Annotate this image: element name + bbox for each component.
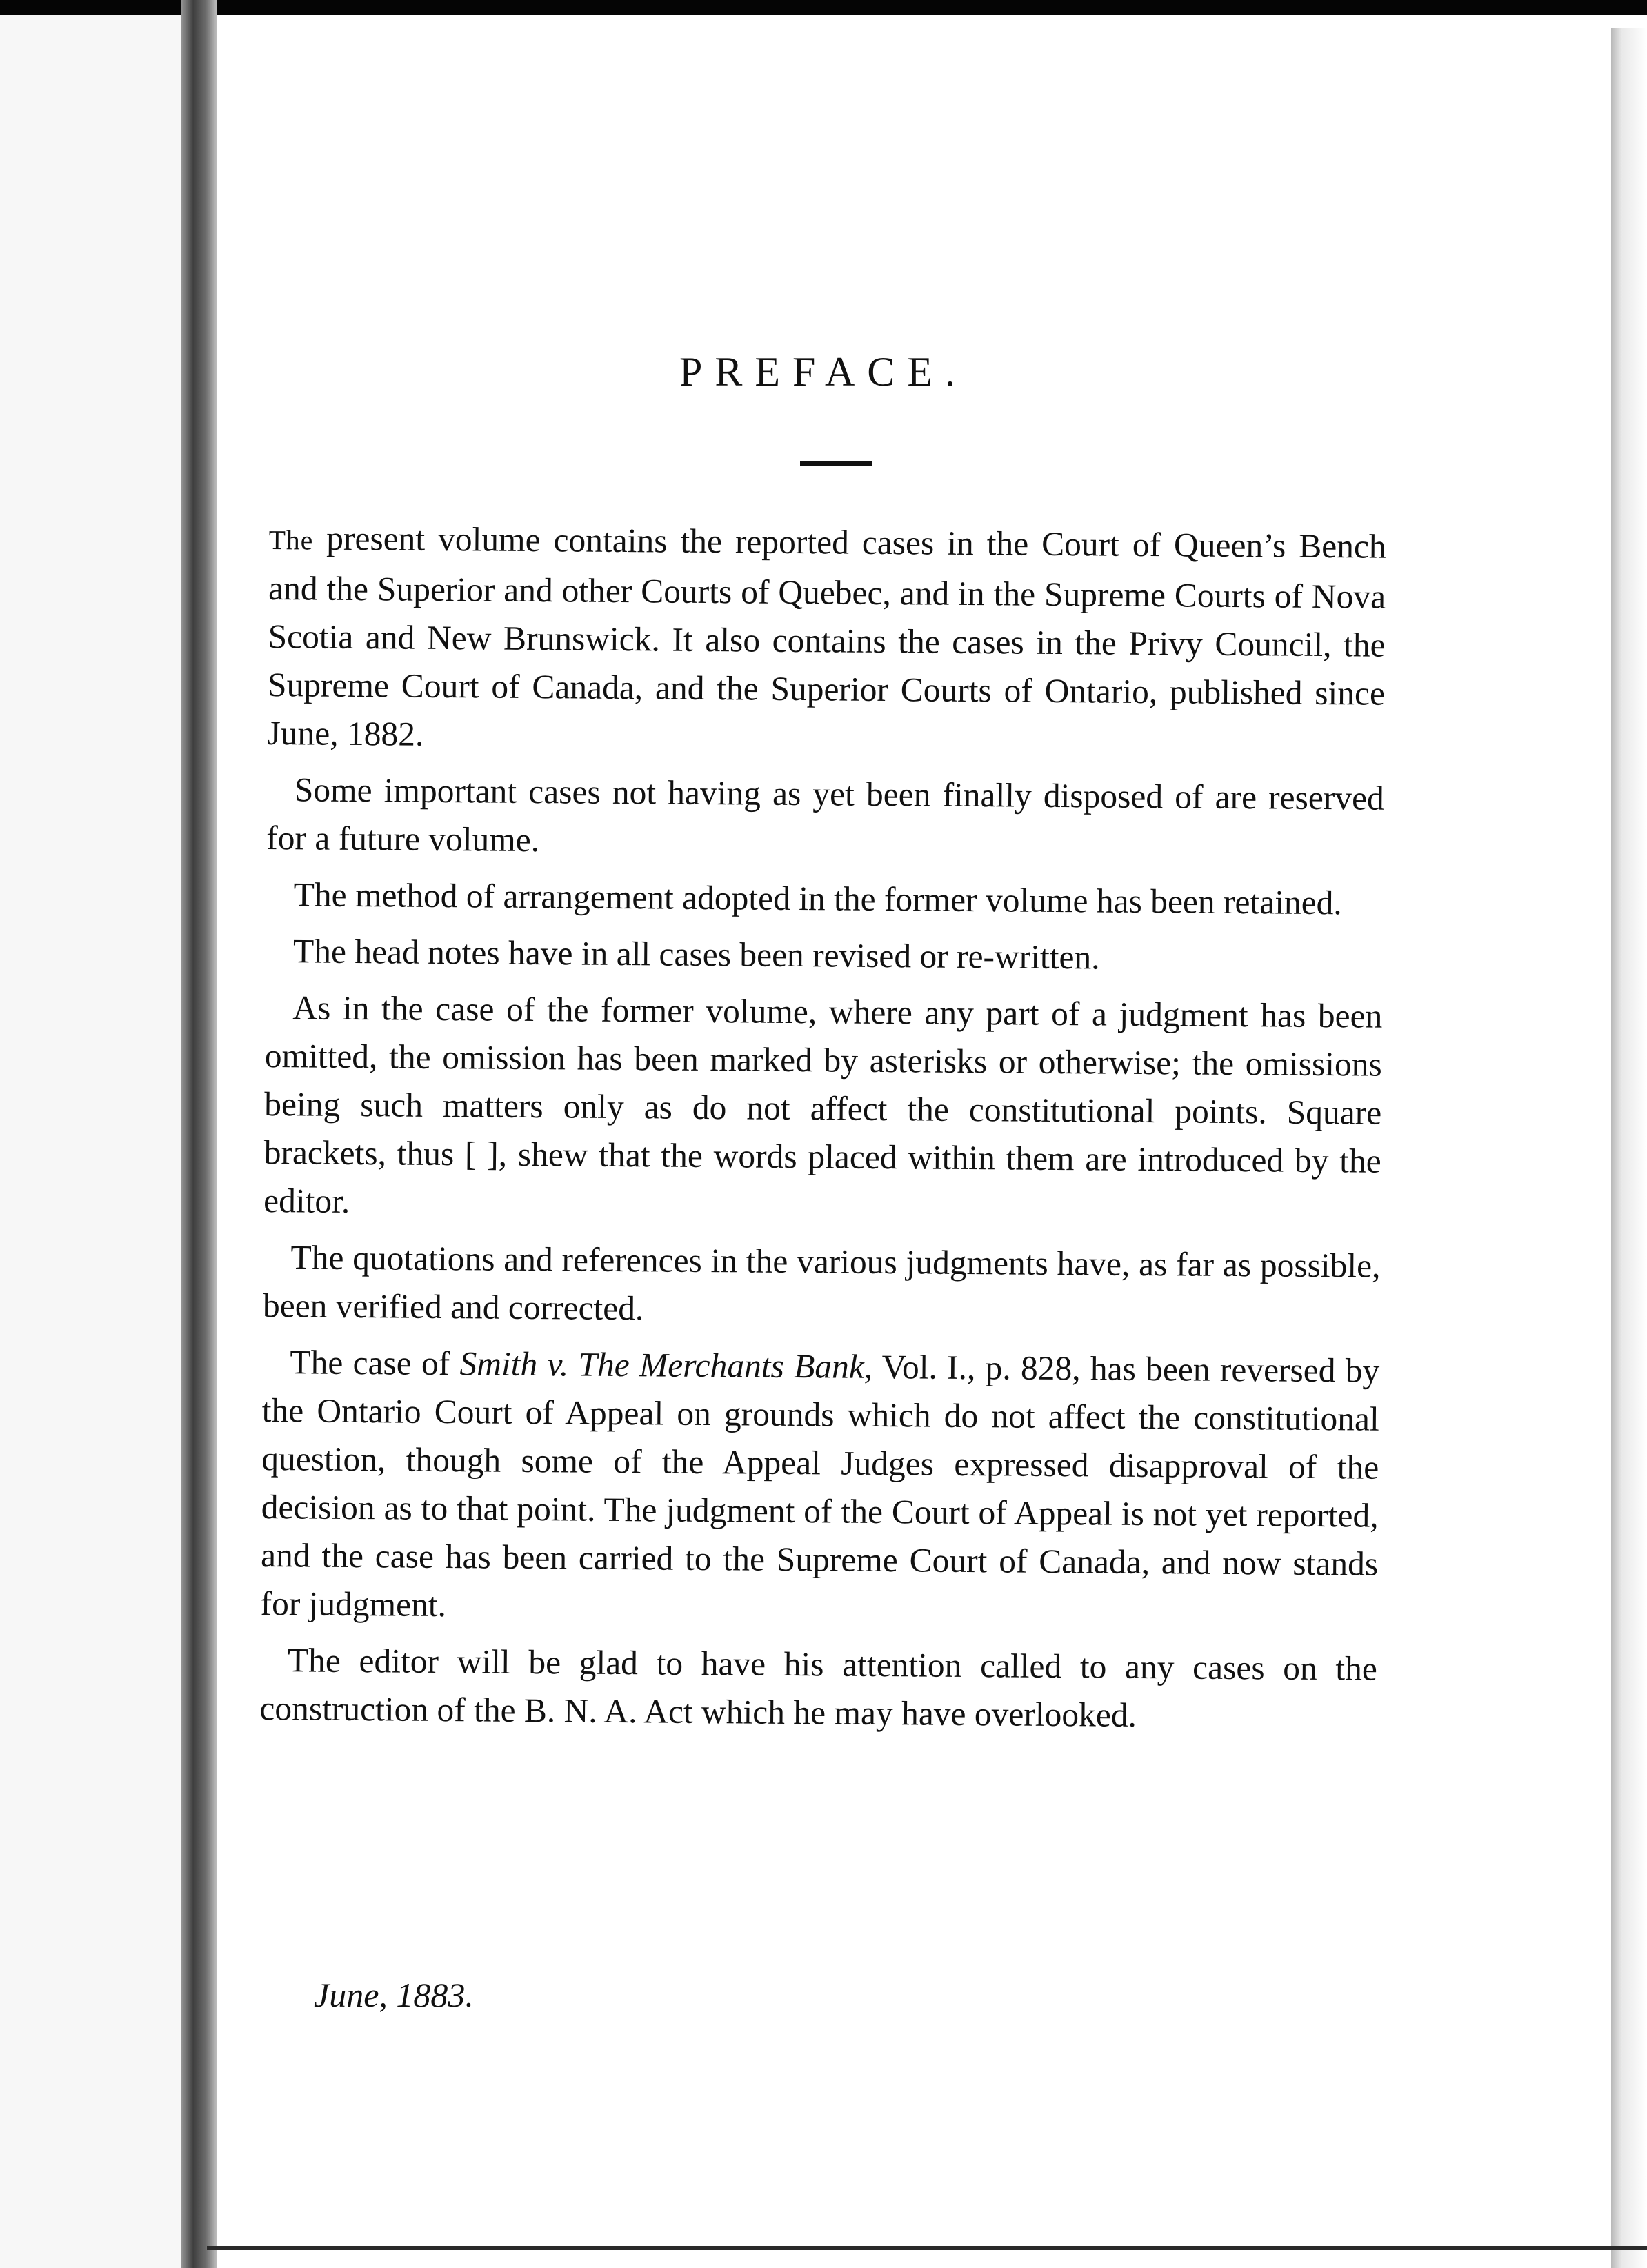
paragraph-5: As in the case of the former volume, where any part of a judgment has been omitted, the omission has been marked by asterisks or otherwise; the omissions being such matters only as do not affect the constitutional points. Square brackets, thus [ ], shew that the words placed within them are introduced by the editor. <box>263 988 1383 1220</box>
title-rule <box>800 461 872 466</box>
book-spine-shadow <box>181 0 217 2268</box>
paragraph-3: The method of arrangement adopted in the former volume has been retained. <box>293 875 1343 922</box>
paragraph-7-post: Vol. I., p. 828, has been reversed by the Ontario Court of Appeal on grounds which do not affect the constitutional question, though some of the Appeal Judges expressed disapproval of the decision as to that point. The judgment of the Court of Appeal is not yet reported, and the case has been carried to the Supreme Court of Canada, and now stands for judgment. <box>260 1347 1380 1624</box>
page-title: PREFACE. <box>679 349 968 395</box>
paragraph-4: The head notes have in all cases been revised or re-written. <box>292 932 1100 977</box>
preface-body <box>259 514 1386 1750</box>
paragraph-8: The editor will be glad to have his attention called to any cases on the construction of the B. N. A. Act which he may have overlooked. <box>259 1641 1378 1734</box>
scan-top-border <box>0 0 1647 15</box>
paragraph-1 <box>267 514 1386 766</box>
paragraph-6: The quotations and references in the various judgments have, as far as possible, been verified and corrected. <box>262 1238 1381 1328</box>
paragraph-7 <box>260 1338 1379 1637</box>
page-bottom-edge <box>207 2246 1647 2250</box>
case-citation: Smith v. The Merchants Bank, <box>459 1344 873 1386</box>
paragraph-1-text: present volume contains the reported cases in the Court of Queen’s Bench and the Superior and other Courts of Quebec, and in the Supreme Courts of Nova Scotia and New Brunswick. It also contains the cases in the Privy Council, the Supreme Court of Canada, and the Superior Courts of Ontario, published since June, 1882. <box>267 519 1386 753</box>
paragraph-2: Some important cases not having as yet been finally disposed of are reserved for a future volume. <box>266 770 1385 859</box>
paragraph-1-lead: The <box>268 524 314 556</box>
preface-date: June, 1883. <box>314 1976 474 2014</box>
paragraph-7-pre: The case of <box>290 1343 460 1383</box>
